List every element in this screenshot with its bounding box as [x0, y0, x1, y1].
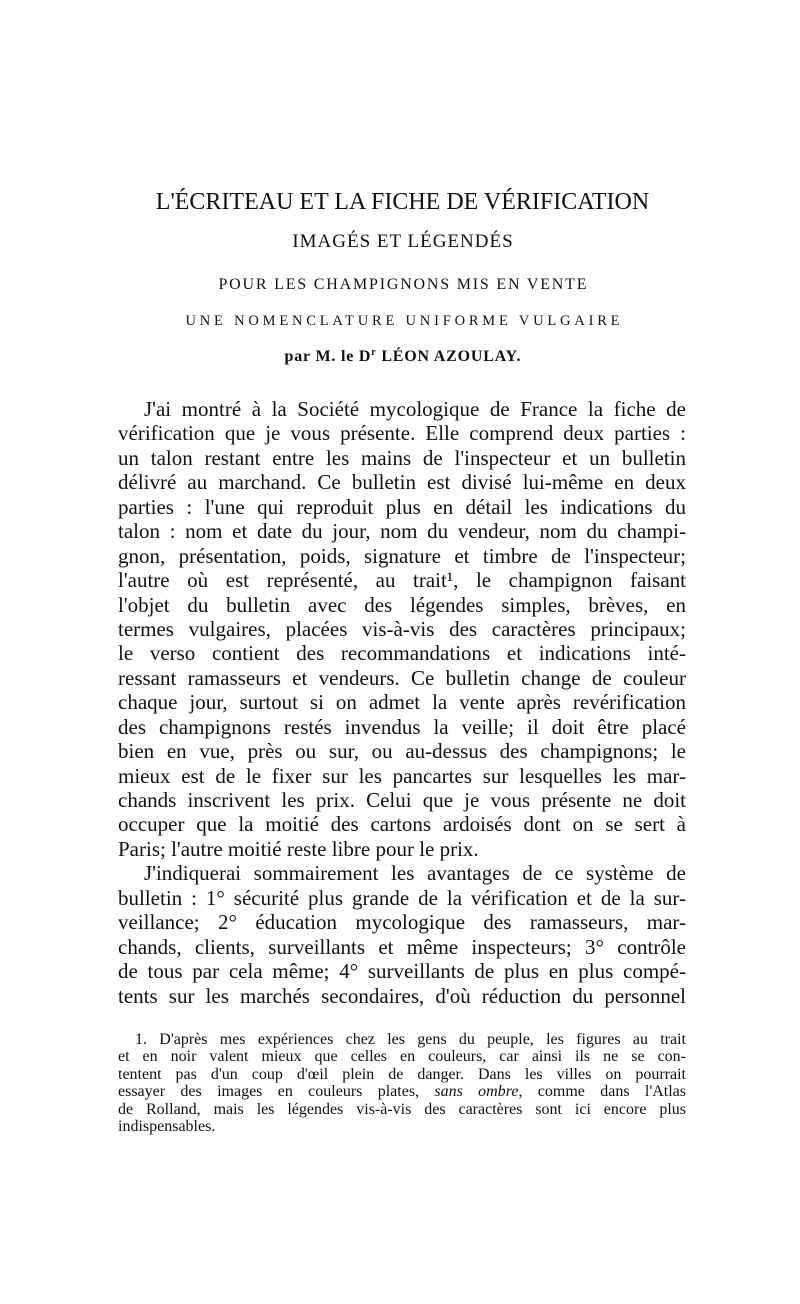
footnote-text: , comme dans l'Atlas — [518, 1083, 686, 1101]
body-line: chands, clients, surveillants et même inspecteurs; 3° contrôle — [118, 934, 686, 959]
body-line: bulletin : 1° sécurité plus grande de la vérification et de la sur- — [118, 885, 686, 910]
article-subtitle-line-3: POUR LES CHAMPIGNONS MIS EN VENTE — [218, 276, 589, 293]
body-line: veillance; 2° éducation mycologique des ramasseurs, mar- — [118, 910, 686, 935]
body-line: occuper que la moitié des cartons ardoisés dont on se sert à — [118, 812, 686, 837]
article-title: L'ÉCRITEAU ET LA FICHE DE VÉRIFICATION — [155, 189, 650, 215]
body-line: chaque jour, surtout si on admet la vente après revérification — [118, 690, 686, 715]
body-line: tents sur les marchés secondaires, d'où réduction du personnel — [118, 983, 686, 1008]
body-line: parties : l'une qui reproduit plus en détail les indications du — [118, 494, 686, 519]
footnote-line: de Rolland, mais les légendes vis-à-vis des caractères sont ici encore plus — [118, 1100, 686, 1118]
body-line: mieux est de le fixer sur les pancartes sur lesquelles les mar- — [118, 763, 686, 788]
body-line: termes vulgaires, placées vis-à-vis des caractères principaux; — [118, 616, 686, 641]
body-line: ressant ramasseurs et vendeurs. Ce bulletin change de couleur — [118, 665, 686, 690]
body-line: gnon, présentation, poids, signature et timbre de l'inspecteur; — [118, 543, 686, 568]
body-line: talon : nom et date du jour, nom du vendeur, nom du champi- — [118, 519, 686, 544]
author-byline — [5, 347, 800, 368]
body-text — [118, 397, 686, 1008]
body-line: le verso contient des recommandations et indications inté- — [118, 641, 686, 666]
footnote-line: et en noir valent mieux que celles en couleurs, car ainsi ils ne se con- — [118, 1048, 686, 1066]
footnote-italic-text: sans ombre — [434, 1083, 519, 1101]
byline-superscript: r — [371, 347, 377, 358]
footnote-line: indispensables. — [118, 1117, 216, 1135]
body-line: un talon restant entre les mains de l'inspecteur et un bulletin — [118, 445, 686, 470]
footnote-line: tentent pas d'un coup d'œil plein de danger. Dans les villes on pourrait — [118, 1065, 686, 1083]
body-line: bien en vue, près ou sur, ou au-dessus des champignons; le — [118, 739, 686, 764]
body-line: l'objet du bulletin avec des légendes simples, brèves, en — [118, 592, 686, 617]
footnote-line — [118, 1083, 686, 1100]
footnote-text: essayer des images en couleurs plates, — [118, 1083, 420, 1101]
footnote — [118, 1031, 686, 1135]
author-name: LÉON AZOULAY. — [381, 348, 522, 365]
body-line: chands inscrivent les prix. Celui que je vous présente ne doit — [118, 788, 686, 812]
paragraph — [118, 861, 686, 1008]
article-subtitle-line-4: UNE NOMENCLATURE UNIFORME VULGAIRE — [185, 313, 624, 329]
body-line: de tous par cela même; 4° surveillants de plus en plus compé- — [118, 959, 686, 984]
body-line: J'indiquerai sommairement les avantages de ce système de — [144, 861, 686, 886]
article-subtitle: IMAGÉS ET LÉGENDÉS — [292, 231, 514, 252]
footnote-line: 1. D'après mes expériences chez les gens du peuple, les figures au trait — [135, 1031, 686, 1048]
body-line: l'autre où est représenté, au trait¹, le champignon faisant — [118, 568, 686, 593]
body-line: délivré au marchand. Ce bulletin est divisé lui-même en deux — [118, 470, 686, 495]
body-line: Paris; l'autre moitié reste libre pour le prix. — [118, 836, 479, 861]
paragraph — [118, 397, 686, 861]
body-line: vérification que je vous présente. Elle comprend deux parties : — [118, 421, 686, 446]
body-line: J'ai montré à la Société mycologique de France la fiche de — [144, 397, 686, 421]
body-line: des champignons restés invendus la veille; il doit être placé — [118, 714, 686, 739]
byline-prefix: par M. le D — [284, 348, 372, 365]
